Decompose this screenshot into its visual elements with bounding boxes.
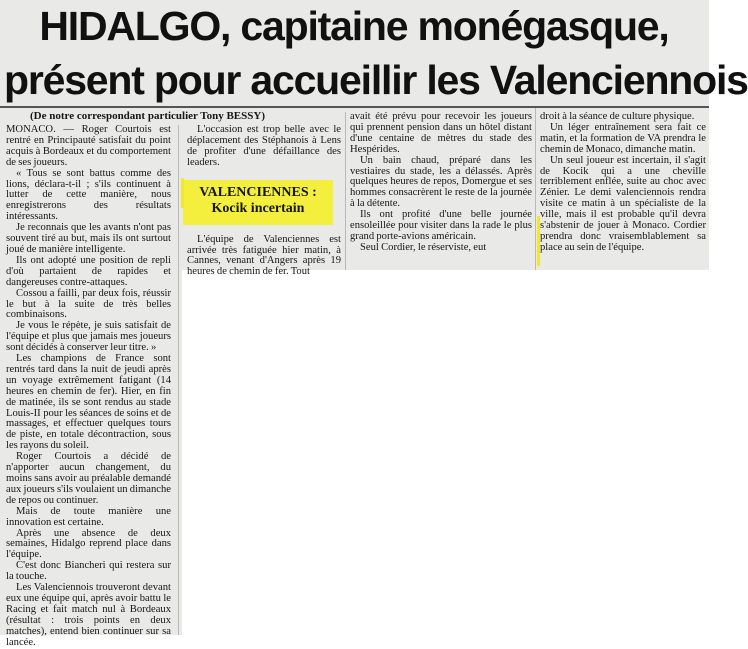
paragraph: Les champions de France sont rentrés tard dans la nuit de jeudi après un voyage extrêmement fatigant (14 heures en chemin de fer). Hier, en fin de matinée, ils se sont rendus au stade Louis-II pour les séances de soins et de massages, et effectuer quelques tours de piste, en totale décontraction, sous les rayons du soleil. xyxy=(6,353,171,452)
article-column-4 xyxy=(540,112,706,254)
paragraph: MONACO. — Roger Courtois est rentré en Principauté satisfait du point acquis à Bordeaux et du comportement de ses joueurs. xyxy=(6,124,171,168)
paragraph: Un léger entraînement sera fait ce matin, et la formation de VA prendra le chemin de Monaco, dimanche matin. xyxy=(540,121,706,155)
paragraph: C'est donc Biancheri qui restera sur la touche. xyxy=(6,560,171,583)
paragraph: « Tous se sont battus comme des lions, déclara-t-il ; s'ils continuent à lutter de cette manière, nous enregistrerons des résultats intéressants. xyxy=(6,167,171,223)
paragraph: Cossou a failli, par deux fois, réussir le but à la suite de très belles combinaisons. xyxy=(6,287,171,321)
subhead-box xyxy=(183,180,333,225)
paragraph: Ils ont adopté une position de repli d'où partaient de rapides et dangereuses contre-attaques. xyxy=(6,254,171,288)
blank-area xyxy=(182,270,709,635)
paragraph: Je vous le répète, je suis satisfait de l'équipe et plus que jamais mes joueurs sont décidés à conserver leur titre. » xyxy=(6,320,171,354)
headline-rule xyxy=(0,106,709,108)
highlight-marker xyxy=(181,178,184,208)
paragraph: Un bain chaud, préparé dans les vestiaires du stade, les a délassés. Après quelques heures de repos, Domergue et ses hommes consacrèrent le reste de la journée à la détente. xyxy=(350,154,532,210)
article-column-1 xyxy=(6,125,171,649)
subhead-line-1: VALENCIENNES : xyxy=(199,185,317,200)
column-divider xyxy=(535,108,536,270)
paragraph: Les Valenciennois trouveront devant eux une équipe qui, après avoir battu le Racing et fait match nul à Bordeaux (résultat : trois points en deux matches), entend bien continuer sur sa lancée. xyxy=(6,582,171,648)
headline-line-2: présent pour accueillir les Valenciennois xyxy=(4,57,748,103)
column-divider xyxy=(345,112,346,270)
byline: (De notre correspondant particulier Tony BESSY) xyxy=(30,110,265,122)
paragraph: droit à la séance de culture physique. xyxy=(540,111,695,122)
paragraph: Ils ont profité d'une belle journée ensoleillée pour visiter dans la rade le plus grand porte-avions américain. xyxy=(350,209,532,242)
column-divider xyxy=(178,125,179,635)
paragraph: Un seul joueur est incertain, il s'agit de Kocik qui a une cheville terriblement enflée, suite au choc avec Zénier. Le demi valenciennois rendra visite ce matin à un spécialiste de la ville, mais il est probable qu'il devra s'abstenir de jouer à Monaco. Cordier prendra donc vraisemblablement sa place au sein de l'équipe. xyxy=(540,154,706,253)
article-column-3 xyxy=(350,112,532,254)
paragraph: L'équipe de Valenciennes est arrivée très fatiguée hier matin, à Cannes, venant d'Angers après 19 heures de chemin de fer. Tout xyxy=(187,233,341,278)
headline-line-1: HIDALGO, capitaine monégasque, xyxy=(39,3,669,49)
subhead-line-2: Kocik incertain xyxy=(211,201,305,216)
paragraph: Mais de toute manière une innovation est certaine. xyxy=(6,505,171,528)
paragraph: Après une absence de deux semaines, Hidalgo reprend place dans l'équipe. xyxy=(6,527,171,561)
paragraph: Je reconnais que les avants n'ont pas souvent tiré au but, mais ils ont surtout joué de manière intelligente. xyxy=(6,222,171,255)
paragraph: Seul Cordier, le réserviste, eut xyxy=(360,241,487,253)
paragraph: L'occasion est trop belle avec le déplacement des Stéphanois à Lens de profiter d'une défaillance des leaders. xyxy=(187,124,341,168)
highlight-marker xyxy=(537,216,540,266)
paragraph: avait été prévu pour recevoir les joueurs qui prennent pension dans un hôtel distant d'une centaine de mètres du stade des Hespérides. xyxy=(350,111,532,155)
paragraph: Roger Courtois a décidé de n'apporter aucun changement, du moins sans avoir au préalable demandé aux joueurs s'ils voulaient un dimanche de repos ou continuer. xyxy=(6,451,171,506)
